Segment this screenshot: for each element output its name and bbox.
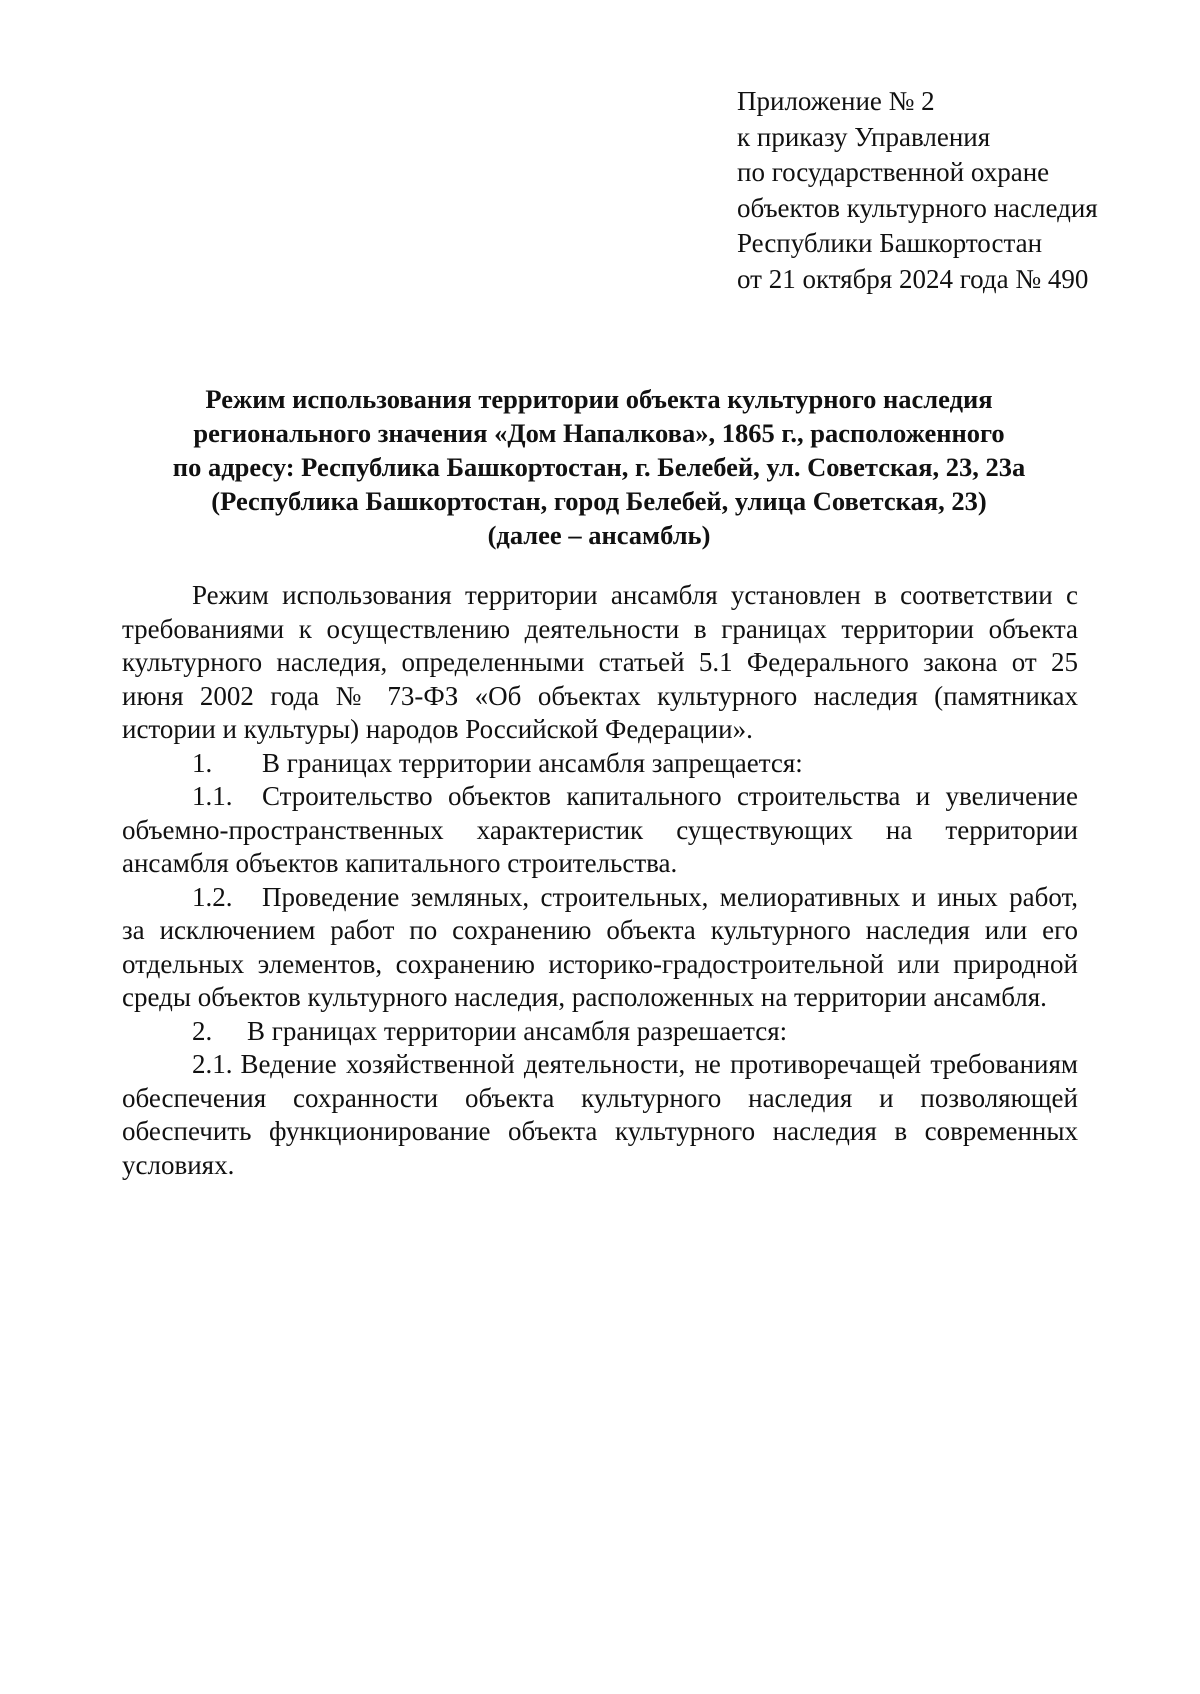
document-title: [120, 382, 1078, 552]
title-line: по адресу: Республика Башкортостан, г. Белебей, ул. Советская, 23, 23а: [172, 452, 1026, 482]
item-1-2: [122, 881, 1078, 1015]
appendix-line: от 21 октября 2024 года № 490: [737, 263, 1089, 294]
appendix-line: Приложение № 2: [737, 86, 935, 116]
item-number: 1.1.: [192, 781, 233, 811]
item-number: 2.1.: [192, 1049, 233, 1079]
appendix-line: Республики Башкортостан: [737, 228, 1043, 258]
document-body: [122, 579, 1078, 1182]
title-line: Режим использования территории объекта культурного наследия: [205, 384, 993, 414]
intro-paragraph: Режим использования территории ансамбля установлен в соответствии с требованиями к осуществлению деятельности в границах территории объекта культурного наследия, определенными статьей 5.1 Федерального закона от 25 июня 2002 года № 73-ФЗ «Об объектах культурного наследия (памятниках истории и культуры) народов Российской Федерации».: [122, 580, 1078, 744]
appendix-line: по государственной охране: [737, 157, 1050, 187]
section-text: В границах территории ансамбля запрещается:: [262, 747, 803, 778]
title-line: (далее – ансамбль): [487, 520, 711, 550]
section-2: [122, 1015, 1078, 1049]
title-line: регионального значения «Дом Напалкова», 1865 г., расположенного: [193, 418, 1005, 448]
appendix-header: [737, 84, 1157, 297]
section-text: В границах территории ансамбля разрешается:: [247, 1015, 788, 1046]
item-text: Строительство объектов капитального строительства и увеличение объемно-пространственных характеристик существующих на территории ансамбля объектов капитального строительства.: [122, 781, 1078, 878]
section-1: [122, 747, 1078, 781]
section-number: 2.: [192, 1015, 213, 1046]
item-number: 1.2.: [192, 881, 233, 912]
item-text: Ведение хозяйственной деятельности, не противоречащей требованиям обеспечения сохранности объекта культурного наследия и позволяющей обеспечить функционирование объекта культурного наследия в современных условиях.: [122, 1049, 1078, 1180]
item-text: Проведение земляных, строительных, мелиоративных и иных работ, за исключением работ по сохранению объекта культурного наследия или его отдельных элементов, сохранению историко-градостроительной или природной среды объектов культурного наследия, расположенных на территории ансамбля.: [122, 881, 1078, 1012]
section-number: 1.: [192, 747, 213, 778]
appendix-line: к приказу Управления: [737, 121, 991, 152]
item-2-1: [122, 1048, 1078, 1182]
title-line: (Республика Башкортостан, город Белебей, улица Советская, 23): [211, 486, 987, 516]
item-1-1: [122, 780, 1078, 881]
appendix-line: объектов культурного наследия: [737, 192, 1098, 223]
